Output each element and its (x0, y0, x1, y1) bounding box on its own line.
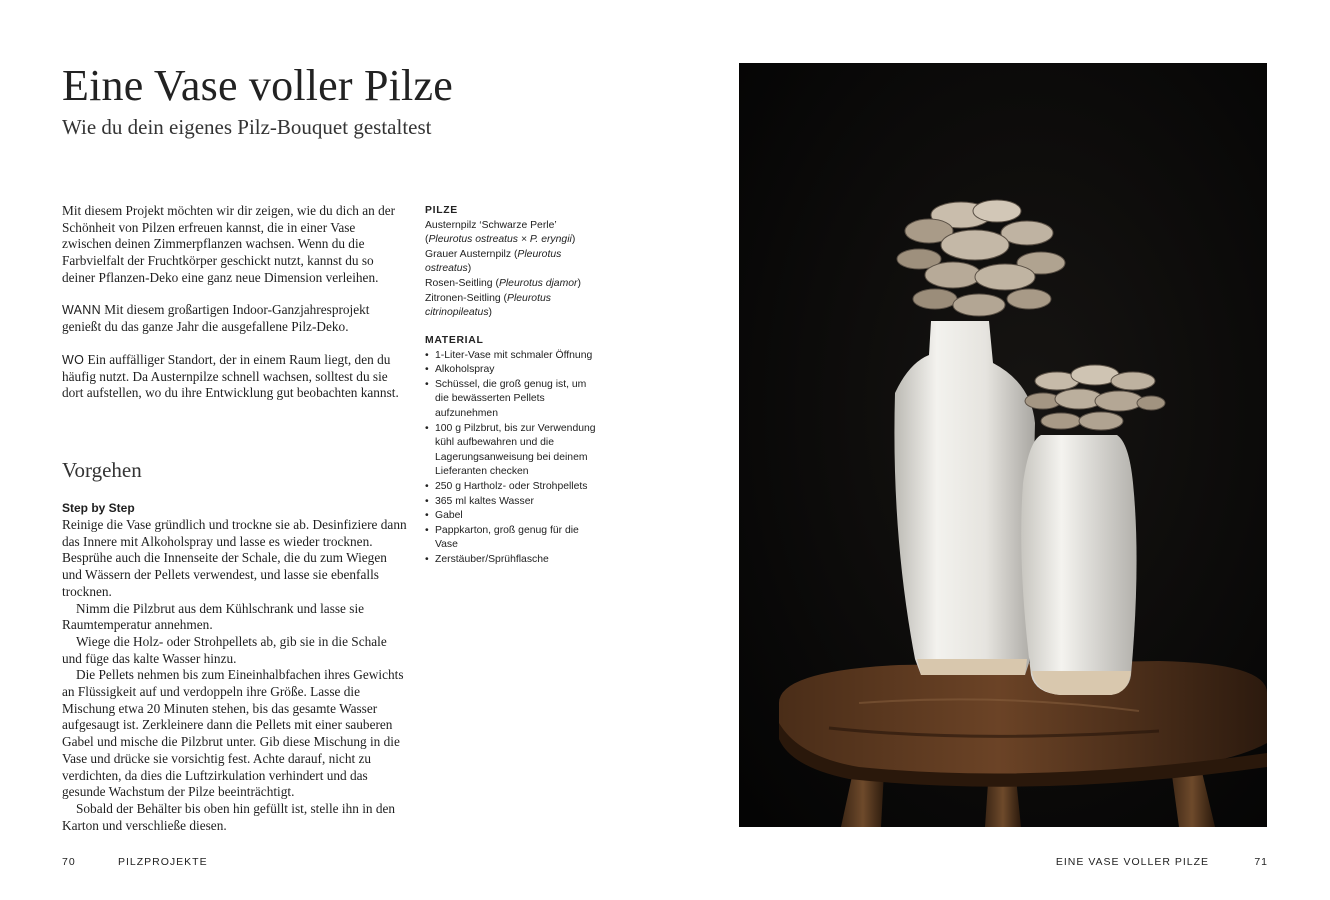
steps-body (62, 517, 407, 834)
section-title: Vorgehen (62, 458, 142, 482)
step-paragraph: Reinige die Vase gründlich und trockne sie ab. Desinfiziere dann das Innere mit Alkoholspray und lasse es wieder trocknen. Besprühe auch die Innenseite der Schale, die du zum Wiegen und Wässern der Pellets verwendest, und lasse sie ebenfalls trocknen. (62, 517, 407, 599)
footer-left-page-number: 70 (62, 856, 76, 868)
pilze-label: PILZE (425, 205, 458, 216)
step-paragraph: Nimm die Pilzbrut aus dem Kühlschrank und lasse sie Raumtemperatur annehmen. (62, 600, 365, 633)
footer-right-running-head: EINE VASE VOLLER PILZE (1055, 856, 1209, 868)
step-paragraph: Wiege die Holz- oder Strohpellets ab, gib sie in die Schale und füge das kalte Wasser hinzu. (62, 633, 387, 666)
material-item: • 1-Liter-Vase mit schmaler Öffnung (425, 349, 597, 364)
pilze-item (425, 277, 605, 292)
pilze-paren: ( (425, 234, 429, 246)
pilze-latin: Pleurotus ostreatus × P. eryngii (428, 234, 572, 246)
wann-paragraph (62, 302, 407, 335)
material-item: • Pappkarton, groß genug für die Vase (425, 524, 597, 553)
pilze-latin: Pleurotus ostreatus (425, 248, 562, 275)
wo-label: WO (62, 353, 85, 367)
page-title: Eine Vase voller Pilze (62, 61, 453, 110)
step-paragraph: Die Pellets nehmen bis zum Eineinhalbfachen ihres Gewichts an Flüssigkeit auf und verdoppeln ihre Größe. Lasse die Mischung etwa 20 Minuten stehen, bis das gesamte Wasser aufgesaugt ist. Zerkleinere dann die Pellets mit einer sauberen Gabel und mische die Pilzbrut unter. Gib diese Mischung in die Vase und drücke sie vorsichtig fest. Achte darauf, nicht zu verdichten, da dies die Luftzirkulation verhindert und das gesunde Wachstum der Pilze beeinträchtigt. (62, 667, 404, 800)
material-list (425, 349, 597, 568)
pilze-paren: ) (577, 277, 581, 289)
pilze-box (425, 204, 605, 321)
material-item: • 250 g Hartholz- oder Strohpellets (425, 480, 597, 495)
wo-paragraph (62, 352, 407, 402)
footer-right-page-number: 71 (1254, 856, 1268, 868)
pilze-paren: ( (511, 248, 518, 260)
stool-seat (779, 661, 1267, 775)
material-item: • 365 ml kaltes Wasser (425, 495, 597, 510)
material-label: MATERIAL (425, 335, 484, 346)
pilze-paren: ( (492, 277, 499, 289)
pilze-paren: ) (488, 307, 492, 319)
pilze-name: Rosen-Seitling (425, 277, 493, 289)
pilze-paren: ( (500, 292, 508, 304)
pilze-paren: ) (467, 263, 472, 275)
material-item: • Zerstäuber/Sprühflasche (425, 553, 597, 568)
pilze-name: Austernpilz ‘Schwarze Perle’ (425, 219, 557, 231)
small-vase (1021, 435, 1136, 695)
photo-mushroom-vases (739, 63, 1267, 827)
step-by-step-heading: Step by Step (62, 501, 135, 515)
pilze-name: Grauer Austernpilz (425, 248, 512, 260)
material-item: • Gabel (425, 509, 597, 524)
intro-paragraph: Mit diesem Projekt möchten wir dir zeigen, wie du dich an der Schönheit von Pilzen erfreuen kannst, die in einer Vase zwischen deinen Zimmerpflanzen wachsen. Wenn du die Farbvielfalt der Fruchtkörper geschickt nutzt, kannst du so deiner Pflanzen-Deko eine ganz neue Dimension verleihen. (62, 203, 396, 285)
small-vase-base (1032, 671, 1131, 695)
material-item: • Alkoholspray (425, 363, 597, 378)
wo-text: Ein auffälliger Standort, der in einem Raum liegt, den du häufig nutzt. Da Austernpilze schnell wachsen, solltest du sie dort aufstellen, wo du ihre Entwicklung gut beobachten kannst. (62, 352, 399, 401)
pilze-latin: Pleurotus djamor (498, 277, 578, 289)
material-item: • Schüssel, die groß genug ist, um die bewässerten Pellets aufzunehmen (425, 378, 597, 422)
step-paragraph: Sobald der Behälter bis oben hin gefüllt ist, stelle ihn in den Karton und verschließe diesen. (62, 800, 396, 833)
pilze-name: Zitronen-Seitling (425, 292, 501, 304)
pilze-item (425, 292, 605, 321)
pilze-item (425, 219, 605, 248)
footer-left-running-head: PILZPROJEKTE (118, 856, 208, 868)
wann-label: WANN (62, 303, 101, 317)
material-box (425, 334, 597, 568)
large-vase-base (917, 659, 1027, 675)
page-subtitle: Wie du dein eigenes Pilz-Bouquet gestaltest (62, 115, 432, 139)
pilze-latin: Pleurotus citrinopileatus (425, 292, 551, 319)
pilze-paren: ) (571, 234, 576, 246)
photo-illustration (739, 63, 1267, 827)
pilze-item (425, 248, 605, 277)
wann-text: Mit diesem großartigen Indoor-Ganzjahresprojekt genießt du das ganze Jahr die ausgefallene Pilz-Deko. (62, 302, 370, 334)
material-item: • 100 g Pilzbrut, bis zur Verwendung kühl aufbewahren und die Lagerungsanweisung bei deinem Lieferanten checken (425, 422, 597, 480)
